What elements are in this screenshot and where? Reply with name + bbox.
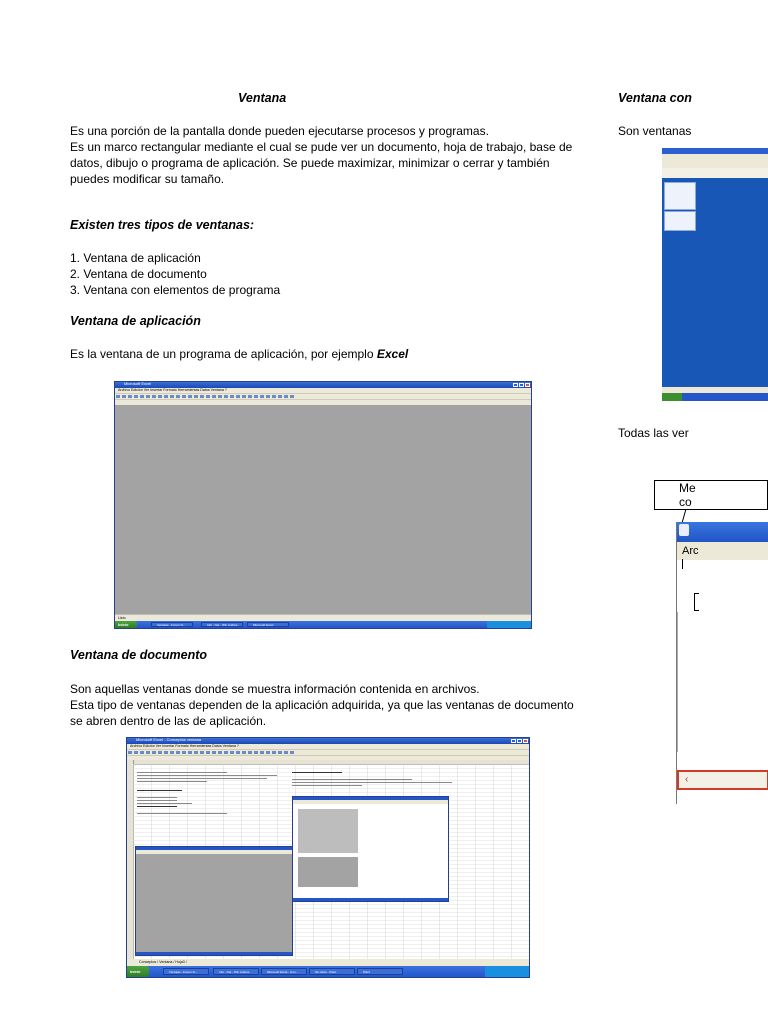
excel-document-screenshot — [126, 737, 530, 978]
app-emphasis: Excel — [376, 347, 409, 361]
doc-heading: Ventana de documento — [70, 648, 208, 662]
maximize-icon — [517, 739, 522, 743]
taskbar-item: Microsoft Excel — [247, 622, 289, 627]
embedded-text — [137, 772, 277, 816]
close-icon — [523, 739, 528, 743]
types-heading: Existen tres tipos de ventanas: — [70, 218, 255, 232]
sheet-tabs: Conceptos / Ventana / Hoja3 / — [127, 959, 529, 966]
types-list — [70, 250, 280, 298]
intro-paragraph: Es una porción de la pantalla donde pueden ejecutarse procesos y programas. Es un marco rectangular mediante el cual se pude ver un documento, hoja de trabajo, base de datos, dibujo o programa de aplicación. Se puede maximizar, minimizar o cerrar y también puedes modificar su tamaño. — [70, 124, 573, 186]
control-panel-screenshot — [662, 148, 768, 401]
scroll-left-icon: ‹ — [685, 774, 689, 785]
start-button: Inicio — [127, 966, 149, 977]
taskbar — [115, 621, 531, 628]
embedded-text — [292, 772, 452, 788]
list-item: 2. Ventana de documento — [70, 267, 207, 281]
window-title: Microsoft Excel — [124, 381, 152, 386]
status-bar: Listo — [115, 614, 531, 621]
app-text: Es la ventana de un programa de aplicación, por ejemplo — [70, 347, 377, 361]
embedded-document-image — [292, 796, 449, 902]
right-title: Ventana con — [618, 91, 692, 105]
maximize-icon — [519, 383, 524, 387]
title-ventana: Ventana — [238, 91, 287, 105]
list-item: 3. Ventana con elementos de programa — [70, 283, 281, 297]
program-window-screenshot — [676, 522, 768, 804]
taskbar-item: Info - Net - Win Andrés — [213, 968, 259, 975]
callout-box — [654, 480, 768, 510]
close-icon — [525, 383, 530, 387]
start-button: Inicio — [115, 621, 137, 628]
minimize-icon — [511, 739, 516, 743]
window-title: Microsoft Excel - Conceptos ventana — [136, 737, 202, 742]
menu-bar: Archivo Edición Ver Insertar Formato Herramientas Datos Ventana ? — [115, 388, 531, 393]
formula-bar — [115, 399, 531, 405]
list-item: 1. Ventana de aplicación — [70, 251, 201, 265]
taskbar-item: Ventajas - Forum N... — [163, 968, 209, 975]
doc-paragraph: Son aquellas ventanas donde se muestra información contenida en archivos. Esta tipo de ventanas dependen de la aplicación adquirida, ya que las ventanas de documento se abren dentro de las de aplicación. — [70, 682, 574, 728]
menu-bar: Archivo Edición Ver Insertar Formato Herramientas Datos Ventana ? — [127, 744, 529, 749]
minimize-icon — [513, 383, 518, 387]
taskbar-item: Info - Net - Win Andrés... — [201, 622, 243, 627]
system-tray — [485, 966, 529, 977]
callout-line: Me — [679, 481, 696, 495]
menu-fragment: Arc — [682, 545, 699, 557]
right-after-text: Todas las ver — [618, 426, 689, 440]
taskbar-item: Microsoft Excel - Con... — [261, 968, 307, 975]
document-icon — [679, 524, 689, 536]
callout-line: co — [679, 495, 692, 509]
embedded-window-image — [135, 846, 293, 956]
excel-screenshot — [114, 381, 532, 629]
system-tray — [487, 621, 531, 628]
taskbar-item: Sin título - Paint — [309, 968, 355, 975]
right-intro: Son ventanas — [618, 124, 692, 138]
spreadsheet-grid — [127, 760, 529, 959]
app-paragraph — [70, 346, 408, 362]
app-heading: Ventana de aplicación — [70, 314, 201, 328]
taskbar-item: Paint — [357, 968, 403, 975]
taskbar-item: Ventajas - Forum N... — [151, 622, 193, 627]
taskbar — [127, 966, 529, 977]
